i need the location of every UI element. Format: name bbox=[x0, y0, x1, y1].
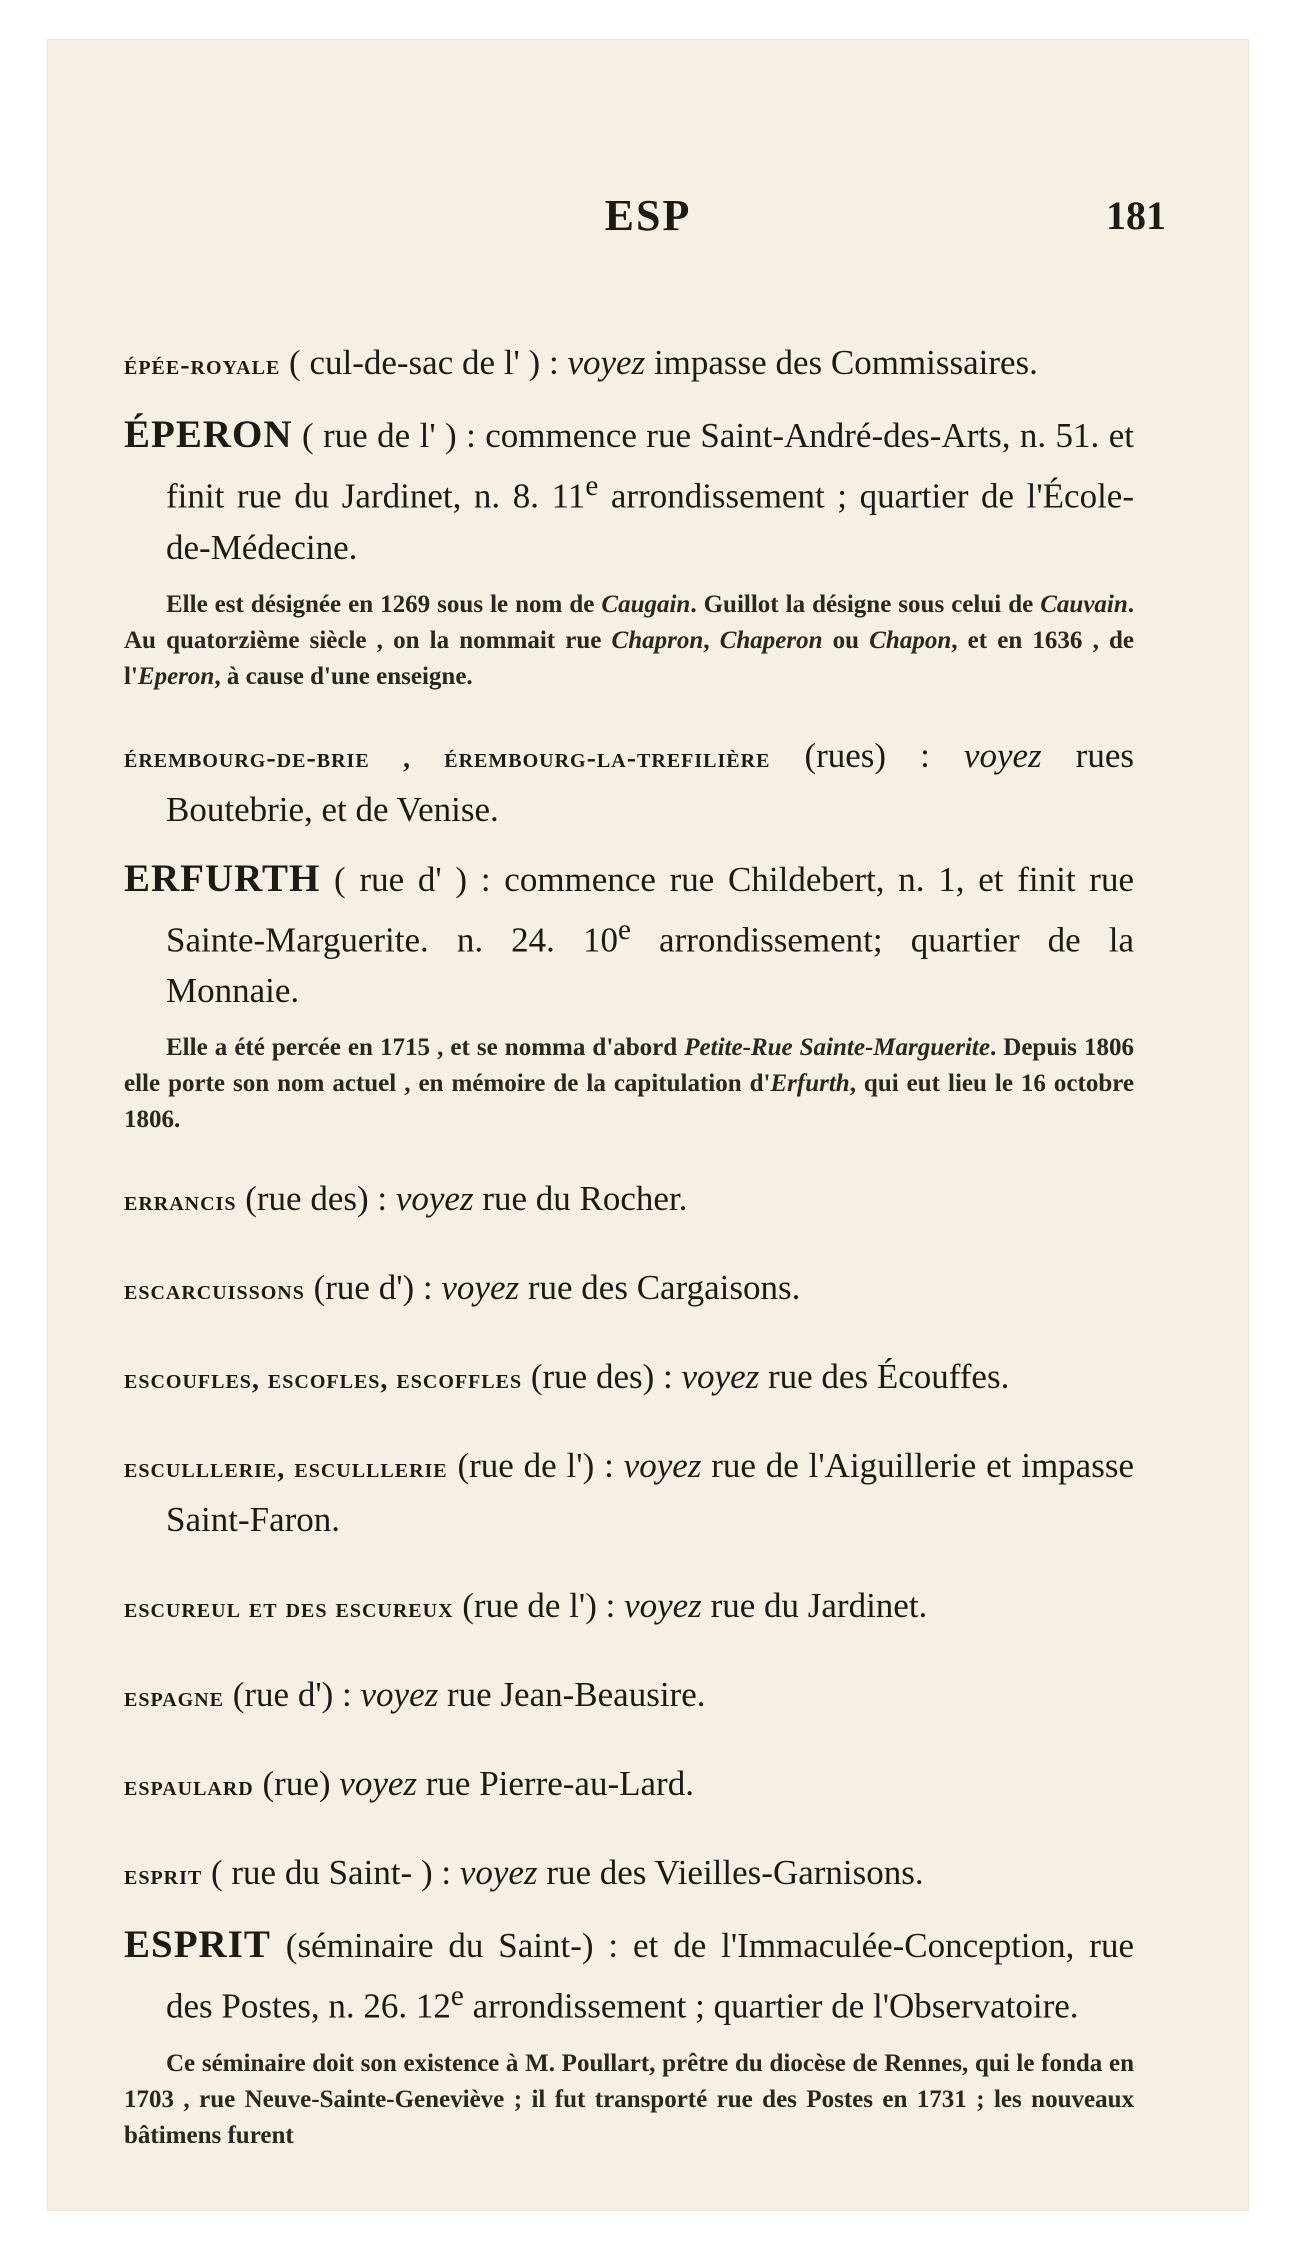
entry-headword: esculllerie, esculllerie bbox=[124, 1453, 448, 1485]
entry-headword: escureul et des escureux bbox=[124, 1593, 454, 1625]
page-content bbox=[124, 302, 1134, 2154]
entry-headword: ERFURTH bbox=[124, 856, 321, 900]
entry-espagne: espagne (rue d') : voyez rue Jean-Beausire. bbox=[124, 1675, 706, 1715]
entry-eperon: ÉPERON ( rue de l' ) : commence rue Saint-André-des-Arts, n. 51. et finit rue du Jardinet, n. 8. 11e arrondissement ; quartier de l'École-de-Médecine. bbox=[124, 413, 1134, 567]
entry-errancis: errancis (rue des) : voyez rue du Rocher. bbox=[124, 1179, 688, 1219]
entry-note: Ce séminaire doit son existence à M. Poullart, prêtre du diocèse de Rennes, qui le fonda en 1703 , rue Neuve-Sainte-Geneviève ; il fut transporté rue des Postes en 1731 ; les nouveaux bâtimens furent bbox=[124, 2049, 1134, 2149]
entry-esculllerie: esculllerie, esculllerie (rue de l') : voyez rue de l'Aiguillerie et impasse Saint-Faron. bbox=[124, 1446, 1134, 1540]
entry-headword: espaulard bbox=[124, 1771, 254, 1803]
entry-escarcuissons: escarcuissons (rue d') : voyez rue des Cargaisons. bbox=[124, 1268, 801, 1308]
entry-erfurth: ERFURTH ( rue d' ) : commence rue Childebert, n. 1, et finit rue Sainte-Marguerite. n. 24. 10e arrondissement; quartier de la Monnaie. bbox=[124, 856, 1134, 1011]
entry-headword: escoufles, escofles, escoffles bbox=[124, 1364, 523, 1396]
entry-headword: espagne bbox=[124, 1682, 224, 1714]
entry-note: Elle est désignée en 1269 sous le nom de Caugain. Guillot la désigne sous celui de Cauvain. Au quatorzième siècle , on la nommait rue Chapron, Chaperon ou Chapon, et en 1636 , de l'Eperon, à cause d'une enseigne. bbox=[124, 590, 1135, 690]
entry-headword: ÉPERON bbox=[124, 413, 293, 456]
entry-headword: esprit bbox=[124, 1860, 203, 1892]
entry-headword: errancis bbox=[124, 1186, 237, 1218]
entry-headword: ESPRIT bbox=[124, 1923, 271, 1967]
entry-escureul: escureul et des escureux (rue de l') : voyez rue du Jardinet. bbox=[124, 1586, 928, 1626]
entry-note: Elle a été percée en 1715 , et se nomma d'abord Petite-Rue Sainte-Marguerite. Depuis 1806 elle porte son nom actuel , en mémoire de la capitulation d'Erfurth, qui eut lieu le 16 octobre 1806. bbox=[124, 1034, 1134, 1134]
entry-epee-royale: épée-royale ( cul-de-sac de l' ) : voyez impasse des Commissaires. bbox=[124, 343, 1038, 382]
entry-espaulard: espaulard (rue) voyez rue Pierre-au-Lard. bbox=[124, 1764, 694, 1804]
page-header bbox=[48, 190, 1248, 250]
entry-esprit-rue: esprit ( rue du Saint- ) : voyez rue des Vieilles-Garnisons. bbox=[124, 1853, 924, 1893]
entry-erembourg: érembourg-de-brie , érembourg-la-trefilière (rues) : voyez rues Boutebrie, et de Venise. bbox=[124, 735, 1134, 829]
entry-esprit-seminaire: ESPRIT (séminaire du Saint-) : et de l'Immaculée-Conception, rue des Postes, n. 26. 12e arrondissement ; quartier de l'Observatoire. bbox=[124, 1923, 1134, 2026]
page-number: 181 bbox=[1106, 193, 1166, 238]
book-page bbox=[48, 40, 1248, 2210]
entry-escoufles: escoufles, escofles, escoffles (rue des) : voyez rue des Écouffes. bbox=[124, 1357, 1010, 1397]
running-head: ESP bbox=[604, 191, 692, 240]
entry-headword: escarcuissons bbox=[124, 1275, 305, 1307]
entry-headword: épée-royale bbox=[124, 350, 281, 381]
entry-headword: érembourg-de-brie , érembourg-la-trefilière bbox=[124, 742, 771, 774]
